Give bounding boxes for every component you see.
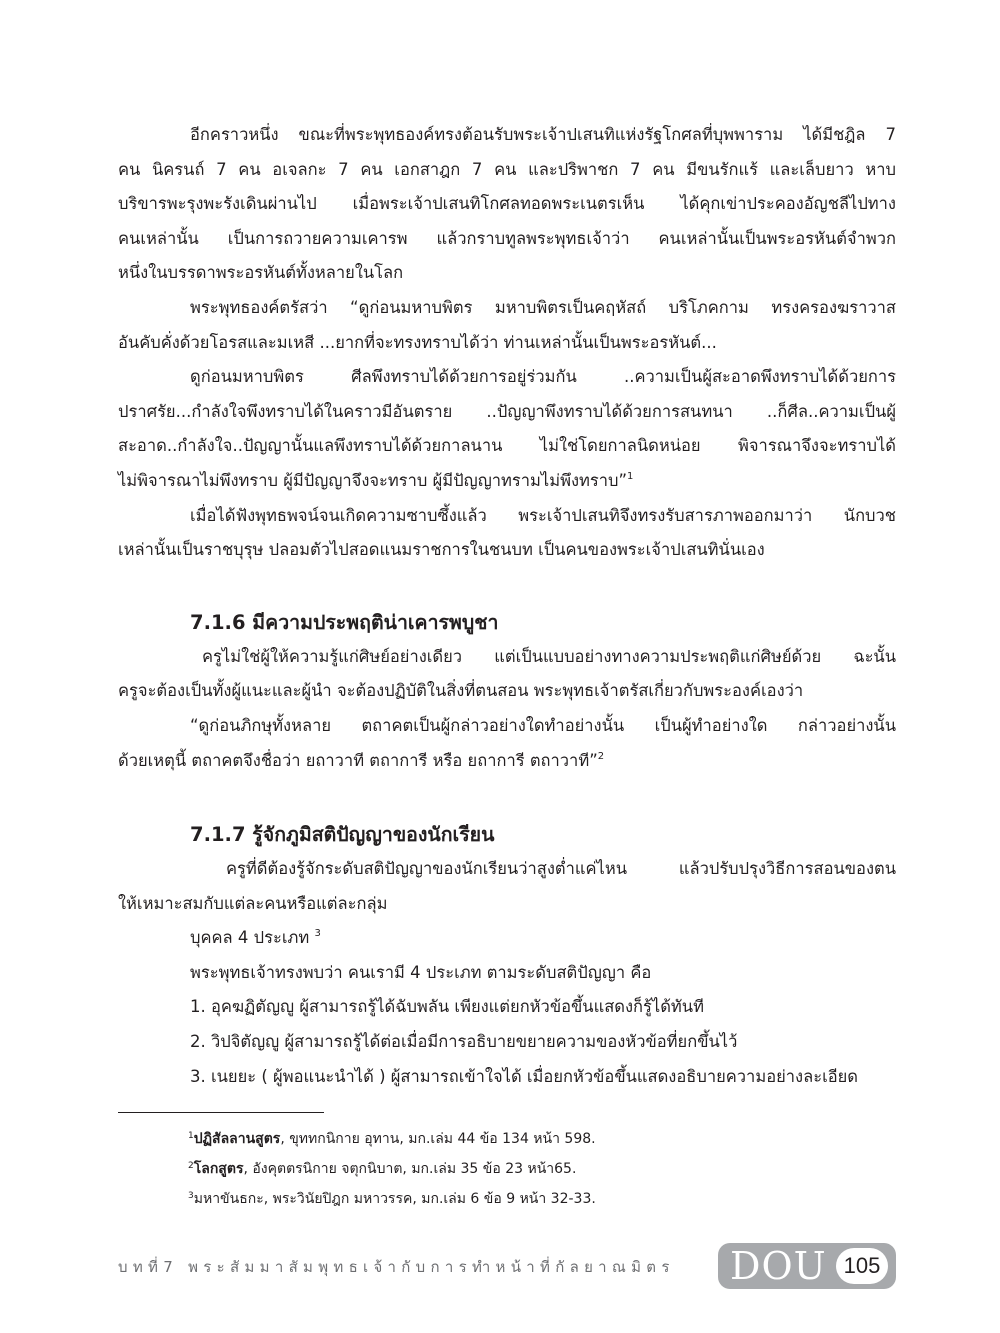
paragraph-3: ดูก่อนมหาบพิตร ศีลพึงทราบได้ด้วยการอยู่ร่วมกัน ..ความเป็นผู้สะอาดพึงทราบได้ด้วยการ (190, 367, 896, 387)
page-footer (118, 1243, 898, 1293)
list-item: 1. อุคฆฏิตัญญู ผู้สามารถรู้ได้ฉับพลัน เพียงแต่ยกหัวข้อขึ้นแสดงก็รู้ได้ทันที (190, 997, 704, 1017)
page-body (118, 118, 896, 1094)
paragraph-4-line-2: เหล่านั้นเป็นราชบุรุษ ปลอมตัวไปสอดแนมราชการในชนบท เป็นคนของพระเจ้าปเสนทินั่นเอง (118, 540, 765, 560)
footnotes (188, 1124, 888, 1214)
paragraph-4: เมื่อได้ฟังพุทธพจน์จนเกิดความซาบซึ้งแล้ว พระเจ้าปเสนทิจึงทรงรับสารภาพออกมาว่า นักบวช (190, 505, 896, 525)
paragraph-9: พระพุทธเจ้าทรงพบว่า คนเรามี 4 ประเภท ตามระดับสติปัญญา คือ (190, 962, 652, 982)
paragraph-3-line-2: ปราศรัย...กำลังใจพึงทราบได้ในคราวมีอันตราย ..ปัญญาพึงทราบได้ด้วยการสนทนา ..ก็ศีล..ความเป็นผู้ (118, 401, 896, 421)
paragraph-1-line-5: หนึ่งในบรรดาพระอรหันต์ทั้งหลายในโลก (118, 263, 404, 283)
brand-badge (718, 1243, 896, 1289)
paragraph-8: บุคคล 4 ประเภท $^3$ (190, 928, 321, 948)
footnote-3: $^3$มหาขันธกะ, พระวินัยปิฎก มหาวรรค, มก.เล่ม 6 ข้อ 9 หน้า 32-33. (188, 1191, 596, 1207)
paragraph-7: ครูที่ดีต้องรู้จักระดับสติปัญญาของนักเรียนว่าสูงต่ำแค่ไหน แล้วปรับปรุงวิธีการสอนของตน (226, 859, 896, 879)
paragraph-2: พระพุทธองค์ตรัสว่า “ดูก่อนมหาบพิตร มหาบพิตรเป็นคฤหัสถ์ บริโภคกาม ทรงครองฆราวาส (190, 297, 896, 317)
footnote-divider (118, 1112, 324, 1113)
footnote-ref-3: 3 (314, 928, 321, 940)
paragraph-3-line-3: สะอาด..กำลังใจ..ปัญญานั้นแลพึงทราบได้ด้วยกาลนาน ไม่ใช่โดยกาลนิดหน่อย พิจารณาจึงจะทราบได้ (118, 436, 896, 456)
paragraph-1-line-4: คนเหล่านั้น เป็นการถวายความเคารพ แล้วกราบทูลพระพุทธเจ้าว่า คนเหล่านั้นเป็นพระอรหันต์จำพวก (118, 228, 896, 248)
paragraph-1: อีกคราวหนึ่ง ขณะที่พระพุทธองค์ทรงต้อนรับพระเจ้าปเสนทิแห่งรัฐโกศลที่บุพพาราม ได้มีชฎิล 7 (190, 125, 896, 144)
footnote-ref-2: 2 (597, 750, 605, 762)
footnote-2: $^2$โลกสูตร, อังคุตตรนิกาย จตุกนิบาต, มก.เล่ม 35 ข้อ 23 หน้า65. (188, 1161, 577, 1177)
page-number: 105 (836, 1248, 888, 1284)
paragraph-3-line-4: ไม่พิจารณาไม่พึงทราบ ผู้มีปัญญาจึงจะทราบ ผู้มีปัญญาทรามไม่พึงทราบ”$^1$ (118, 470, 634, 490)
paragraph-6-line-2: ด้วยเหตุนี้ ตถาคตจึงชื่อว่า ยถาวาที ตถาการี หรือ ยถาการี ตถาวาที”$^2$ (118, 750, 605, 770)
paragraph-5: ครูไม่ใช่ผู้ให้ความรู้แก่ศิษย์อย่างเดียว แต่เป็นแบบอย่างทางความประพฤติแก่ศิษย์ด้วย ฉะนั้น (202, 646, 896, 666)
brand-logo: DOU (730, 1244, 827, 1288)
paragraph-7-line-2: ให้เหมาะสมกับแต่ละคนหรือแต่ละกลุ่ม (118, 893, 388, 913)
paragraph-6: “ดูก่อนภิกษุทั้งหลาย ตถาคตเป็นผู้กล่าวอย่างใดทำอย่างนั้น เป็นผู้ทำอย่างใด กล่าวอย่างนั้น (190, 715, 896, 735)
section-heading-7-1-7: 7.1.7 รู้จักภูมิสติปัญญาของนักเรียน (190, 823, 495, 847)
list-item: 2. วิปจิตัญญู ผู้สามารถรู้ได้ต่อเมื่อมีการอธิบายขยายความของหัวข้อที่ยกขึ้นไว้ (190, 1032, 738, 1052)
paragraph-1-line-3: บริขารพะรุงพะรังเดินผ่านไป เมื่อพระเจ้าปเสนทิโกศลทอดพระเนตรเห็น ได้คุกเข่าประคองอัญชลีไปทาง (118, 194, 896, 214)
list-item: 3. เนยยะ ( ผู้พอแนะนำได้ ) ผู้สามารถเข้าใจได้ เมื่อยกหัวข้อขึ้นแสดงอธิบายความอย่างละเอียด (190, 1066, 859, 1086)
section-heading-7-1-6: 7.1.6 มีความประพฤติน่าเคารพบูชา (190, 610, 499, 634)
footnote-1: $^1$ปฏิสัลลานสูตร, ขุททกนิกาย อุทาน, มก.เล่ม 44 ข้อ 134 หน้า 598. (188, 1131, 596, 1147)
paragraph-5-line-2: ครูจะต้องเป็นทั้งผู้แนะและผู้นำ จะต้องปฏิบัติในสิ่งที่ตนสอน พระพุทธเจ้าตรัสเกี่ยวกับพระองค์เองว่า (118, 681, 804, 701)
paragraph-1-line-2: คน นิครนถ์ 7 คน อเจลกะ 7 คน เอกสาฎก 7 คน และปริพาชก 7 คน มีขนรักแร้ และเล็บยาว หาบ (118, 159, 896, 179)
footnote-ref-1: 1 (627, 470, 634, 482)
paragraph-2-line-2: อันคับคั่งด้วยโอรสและมเหสี ...ยากที่จะทรงทราบได้ว่า ท่านเหล่านั้นเป็นพระอรหันต์... (118, 332, 717, 352)
chapter-title: บทที่7 พระสัมมาสัมพุทธเจ้ากับการทำหน้าที่กัลยาณมิตร (118, 1258, 675, 1276)
